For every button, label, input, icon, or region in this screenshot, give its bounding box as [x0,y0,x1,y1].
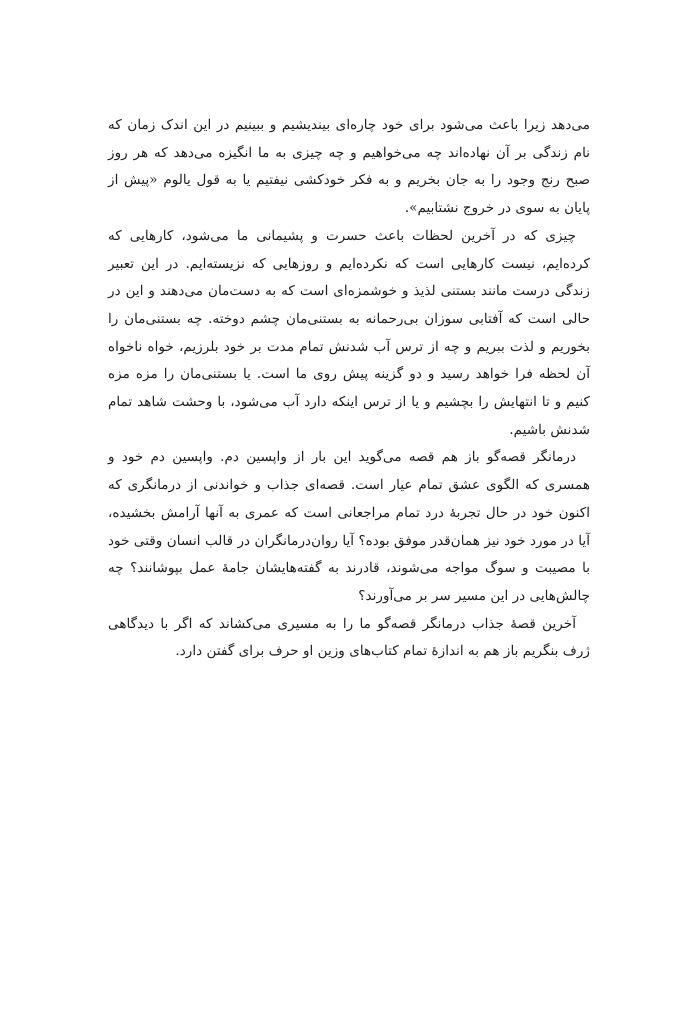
paragraph-3: درمانگر قصه‌گو باز هم قصه می‌گوید این بار از واپسین دم. واپسین دم خود و همسری که الگوی عشق تمام عیار است. قصه‌ای جذاب و خواندنی از درمانگری که اکنون خود در حال تجربهٔ درد تمام مراجعانی است که عمری به آنها آرامش بخشیده، آیا در مورد خود نیز همان‌قدر موفق بوده؟ آیا روان‌درمانگران در قالب انسان وقتی خود با مصیبت و سوگ مواجه می‌شوند، قادرند به گفته‌هایشان جامهٔ عمل بپوشانند؟ چه چالش‌هایی در این مسیر سر بر می‌آورند؟ [108,449,590,604]
paragraph-1: می‌دهد زیرا باعث می‌شود برای خود چاره‌ای بیندیشیم و ببینیم در این اندک زمان که نام زندگی بر آن نهاده‌اند چه می‌خواهیم و چه چیزی به ما انگیزه می‌دهد که هر روز صبح رنج وجود را به جان بخریم و به فکر خودکشی نیفتیم یا به قول یالوم «پیش از پایان به سوی در خروج نشتابیم». [108,117,590,217]
body-text [108,112,590,666]
paragraph-4: آخرین قصهٔ جذاب درمانگر قصه‌گو ما را به مسیری می‌کشاند که اگر با دیدگاهی ژرف بنگریم باز هم به اندازهٔ تمام کتاب‌های وزین او حرف برای گفتن دارد. [108,615,590,660]
paragraph-2: چیزی که در آخرین لحظات باعث حسرت و پشیمانی ما می‌شود، کارهایی که کرده‌ایم، نیست کارهایی است که نکرده‌ایم و روزهایی که نزیسته‌ایم. در این تعبیر زندگی درست مانند بستنی لذیذ و خوشمزه‌ای است که به دست‌مان می‌دهند و این در حالی است که آفتابی سوزان بی‌رحمانه به بستنی‌مان چشم دوخته. چه بستنی‌مان را بخوریم و لذت ببریم و چه از ترس آب شدنش تمام مدت بر خود بلرزیم، خواه ناخواه آن لحظه فرا خواهد رسید و دو گزینه پیش روی ما است. یا بستنی‌مان را مزه مزه کنیم و تا انتهایش را بچشیم و یا از ترس اینکه دارد آب می‌شود، با وحشت شاهد تمام شدنش باشیم. [108,227,590,438]
